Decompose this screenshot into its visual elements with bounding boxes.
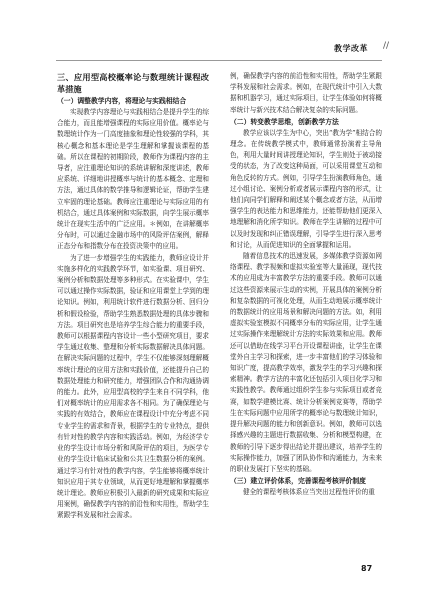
header-mark: // [383, 41, 390, 51]
header-rule [56, 60, 382, 61]
section-heading: 三、应用型高校概率论与数理统计课程改革措施 [57, 72, 209, 94]
subsection-heading-1: （一）调整教学内容，将理论与实践相结合 [57, 97, 187, 105]
subsection-heading-3: （三）建立评价体系，完善课程考核评价制度 [230, 477, 366, 486]
paragraph: 健全的课程考核体系应当突出过程性评价的重 [243, 488, 375, 497]
page-number: 87 [361, 564, 373, 573]
subsection-heading-2: （二）转变教学思维，创新教学方法 [230, 117, 339, 126]
paragraph: 为了进一步增强学生的实践能力，教师应设计并实施多样化的实践教学环节，如实验课、项目研究、案例分析和数据处理等多种形式。在实验课中，学生可以通过操作实际数据，验证和应用课堂上学到的理论知识。例如，利用统计软件进行数据分析、回归分析和假设检验，帮助学生熟悉数据处理的具体步骤和方法。项目研究也是培养学生综合能力的重要手段，教师可以根据课程内容设计一些小型研究项目，要求学生通过收集、整理和分析实际数据解决具体问题。在解决实际问题的过程中，学生不仅能够深刻理解概率统计理论的应用方法和实践价值，还能提升自己的数据处理能力和研究能力，增强团队合作和沟通协调的能力。此外，应用型高校的学生来自不同学科，他们对概率统计的应用需求各不相同。为了确保理论与实践的有效结合，教师应在课程设计中充分考虑不同专业学生的需求和背景，根据学生的专业特点，提供有针对性的教学内容和实践活动。例如，为经济学专业的学生设计市场分析和风险评估的项目，为医学专业的学生设计临床试验和公共卫生数据分析的案例。通过学习有针对性的教学内容，学生能够将概率统计知识应用于其专业领域，从而更好地理解和掌握概率统计理论。教师应积极引入最新的研究成果和实际应用案例，确保教学内容的前沿性和实用性，帮助学生紧跟学科发展和社会需求。 [57, 253, 209, 520]
running-header: 教学改革 [334, 44, 368, 53]
paragraph: 例，确保教学内容的前沿性和实用性，帮助学生紧跟学科发展和社会需求。例如，在现代统计中引入大数据和机器学习，通过实际项目，让学生体验如何将概率统计与新兴技术结合解决复杂的实际问题。 [230, 72, 382, 114]
paragraph: 实现教学内容理论与实践相结合是提升学生的综合能力，而且能增强课程的实际应用价值。概率论与数理统计作为一门高度抽象和理论性较强的学科，其核心概念和基本理论是学生理解和掌握该课程的基础。所以在课程的初期阶段，教师作为课程内容的主导者，应注重理论知识的系统讲解和深度讲述，教师应系统、详细地讲授概率与统计的基本概念、定理和方法，通过具体的数学推导和逻辑论证，帮助学生建立牢固的理论基础。教师应注重理论与实际应用的有机结合，通过具体案例和实际数据，向学生展示概率统计在现实生活中的广泛应用。＊例如，在讲解概率分布时，可以通过金融市场中的风险评估案例，解释正态分布和指数分布在投资决策中的应用。 [57, 108, 209, 251]
right-column [230, 71, 382, 566]
left-column [57, 71, 209, 571]
paragraph: 随着信息技术的迅速发展，多媒体教学资源如网络课程、教学视频和虚拟实验室等大量涌现，现代技术的应用成为丰富教学方法的重要手段。教师可以通过这些资源来展示生动的实例，开展具体的案例分析和复杂数据的可视化处理，从而生动地展示概率统计的数据统计的应用场景和解决问题的方法。如，利用虚拟实验室模拟不同概率分布的实际应用，让学生通过实际操作来理解统计方法的实际效果和应用。教师还可以借助在线学习平台开设课程讲座，让学生在课堂外自主学习和探索，进一步丰富他们的学习体验和知识广度，提高教学效率，激发学生的学习兴趣和探索精神。教学方法的丰富化还包括引入项目化学习和实践性教学。教师通过组织学生参与实际项目或者竞赛，如数学建模比赛、统计分析案例竞赛等，帮助学生在实际问题中应用所学的概率论与数理统计知识，提升解决问题的能力和创新意识。例如，教师可以选择感兴趣的主题进行数据收集、分析和模型构建，在教师的引导下逐步得出结论并提出建议，培养学生的实际操作能力，加强了团队协作和沟通能力，为未来的职业发展打下坚实的基础。 [230, 252, 382, 473]
paragraph: 教学应该以学生为中心，突出“教为学”相结合的理念。在传统教学模式中，教师通常扮演着主导角色，利用大量时间讲授理论知识，学生则处于被动接受的状态，为了改变这种局面，可以采用课堂互动和角色反转的方式。例如，引导学生扮演教师角色，通过小组讨论、案例分析或者展示课程内容的形式，让他们向同学们解释和阐述某个概念或者方法，从而增强学生的表达能力和思维能力，还能帮助他们更深入地理解和消化所学知识。教师在学生讲解的过程中可以及时发现和纠正错误理解，引导学生进行深入思考和讨论，从而促进知识的全面掌握和运用。 [230, 128, 382, 249]
